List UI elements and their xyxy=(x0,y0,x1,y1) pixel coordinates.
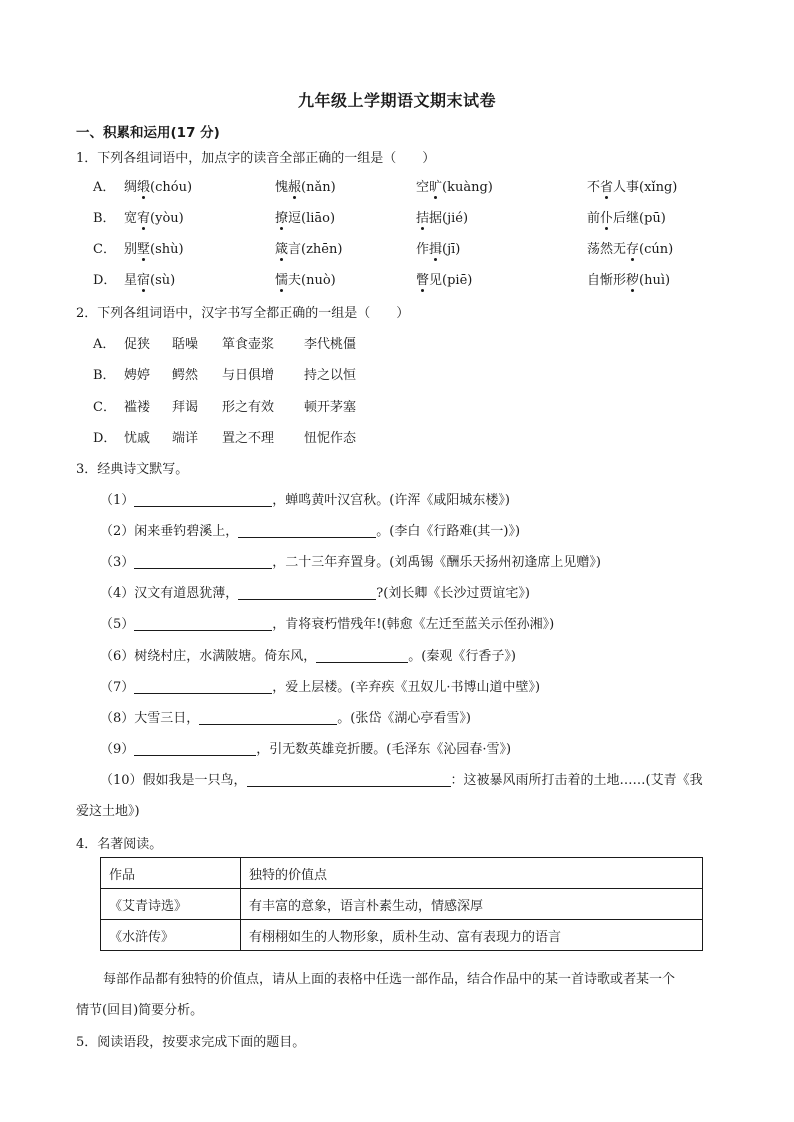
fill-in-line xyxy=(76,800,140,819)
word-prefix: 星 xyxy=(124,273,138,288)
answer-blank[interactable] xyxy=(238,585,376,600)
option-word: 娉婷 xyxy=(124,368,151,383)
line-prefix: （3） xyxy=(100,555,135,570)
option-word: 与日俱增 xyxy=(222,368,275,383)
fill-in-line xyxy=(100,613,554,632)
word-suffix: (chóu) xyxy=(150,180,193,195)
option-word: 李代桃僵 xyxy=(304,337,357,352)
section-heading: 一、积累和运用(17 分) xyxy=(76,125,220,141)
line-prefix: （9） xyxy=(100,742,135,757)
word-prefix: 自惭形 xyxy=(587,273,627,288)
question-5-stem: 5．阅读语段，按要求完成下面的题目。 xyxy=(76,1035,306,1050)
exam-title: 九年级上学期语文期末试卷 xyxy=(297,91,496,110)
question-1-stem: 1．下列各组词语中，加点字的读音全部正确的一组是（ ） xyxy=(76,151,436,166)
line-suffix: ，二十三年弃置身。(刘禹锡《酬乐天扬州初逢席上见赠》) xyxy=(272,555,601,570)
option-word: 鳄然 xyxy=(172,368,199,383)
question-3-stem: 3．经典诗文默写。 xyxy=(76,462,189,477)
word-suffix: 逗(liāo) xyxy=(288,211,336,226)
line-prefix: 爱这土地》) xyxy=(76,804,140,819)
table-cell: 《水浒传》 xyxy=(101,920,241,951)
answer-blank[interactable] xyxy=(199,710,337,725)
option-label: C． xyxy=(93,242,116,257)
option-label: D． xyxy=(93,273,117,288)
option-word xyxy=(587,269,670,288)
fill-in-line xyxy=(100,645,516,664)
option-word: 聒噪 xyxy=(172,337,199,352)
word-suffix: (huì) xyxy=(639,273,671,288)
word-prefix: 别 xyxy=(124,242,138,257)
dotted-character: 拮 xyxy=(416,211,430,226)
word-suffix: 言(zhēn) xyxy=(288,242,343,257)
word-prefix: 空 xyxy=(416,180,430,195)
table-row xyxy=(101,920,703,951)
line-prefix: （1） xyxy=(100,493,135,508)
option-word xyxy=(416,269,472,288)
word-prefix: 不 xyxy=(587,180,601,195)
option-word xyxy=(587,176,677,195)
fill-in-line xyxy=(100,582,530,601)
dotted-character: 赧 xyxy=(288,180,302,195)
option-word xyxy=(275,269,336,288)
line-prefix: （6）树绕村庄，水满陂塘。倚东风， xyxy=(100,649,317,664)
dotted-character: 宿 xyxy=(137,273,151,288)
word-suffix: (shù) xyxy=(150,242,184,257)
line-suffix: 。(秦观《行香子》) xyxy=(408,649,516,664)
option-word xyxy=(416,238,460,257)
word-prefix: 前 xyxy=(587,211,601,226)
question-4-paragraph: 每部作品都有独特的价值点，请从上面的表格中任选一部作品，结合作品中的某一首诗歌或者某一个 xyxy=(103,972,676,987)
option-word: 持之以恒 xyxy=(304,368,357,383)
line-suffix: ?(刘长卿《长沙过贾谊宅》) xyxy=(376,586,530,601)
dotted-character: 撩 xyxy=(275,211,289,226)
option-word xyxy=(587,238,673,257)
word-suffix: 据(jié) xyxy=(429,211,469,226)
option-word xyxy=(275,176,336,195)
fill-in-line xyxy=(100,738,511,757)
word-suffix: (jī) xyxy=(442,242,461,257)
word-suffix: (cún) xyxy=(639,242,674,257)
line-suffix: 。(张岱《湖心亭看雪》) xyxy=(337,711,471,726)
option-label: A． xyxy=(93,180,116,195)
table-cell: 有栩栩如生的人物形象，质朴生动、富有表现力的语言 xyxy=(241,920,703,951)
fill-in-line xyxy=(100,551,601,570)
word-prefix: 荡然无 xyxy=(587,242,627,257)
line-suffix: ，蝉鸣黄叶汉宫秋。(许浑《咸阳城东楼》) xyxy=(272,493,510,508)
option-word: 形之有效 xyxy=(222,400,275,415)
dotted-character: 揖 xyxy=(429,242,443,257)
answer-blank[interactable] xyxy=(247,772,451,787)
word-suffix: (sù) xyxy=(150,273,176,288)
option-word xyxy=(124,269,175,288)
works-table xyxy=(100,857,703,951)
answer-blank[interactable] xyxy=(134,492,272,507)
answer-blank[interactable] xyxy=(134,616,272,631)
fill-in-line xyxy=(100,676,540,695)
dotted-character: 存 xyxy=(626,242,640,257)
line-prefix: （2）闲来垂钓碧溪上， xyxy=(100,524,239,539)
option-word xyxy=(124,176,192,195)
word-prefix: 宽 xyxy=(124,211,138,226)
line-prefix: （5） xyxy=(100,617,135,632)
line-prefix: （8）大雪三日， xyxy=(100,711,200,726)
fill-in-line xyxy=(100,769,703,788)
dotted-character: 省 xyxy=(600,180,614,195)
dotted-character: 懦 xyxy=(275,273,289,288)
answer-blank[interactable] xyxy=(238,523,376,538)
question-2-stem: 2．下列各组词语中，汉字书写全都正确的一组是（ ） xyxy=(76,306,410,321)
line-prefix: （10）假如我是一只鸟， xyxy=(100,773,247,788)
line-suffix: 。(李白《行路难(其一)》) xyxy=(376,524,521,539)
option-word: 忸怩作态 xyxy=(304,431,357,446)
option-label: A． xyxy=(93,337,116,352)
option-word: 端详 xyxy=(172,431,199,446)
word-suffix: (yòu) xyxy=(150,211,184,226)
answer-blank[interactable] xyxy=(316,648,408,663)
word-prefix: 作 xyxy=(416,242,430,257)
dotted-character: 瞥 xyxy=(416,273,430,288)
table-header: 作品 xyxy=(101,858,241,889)
option-word: 忧戚 xyxy=(124,431,151,446)
option-label: B． xyxy=(93,368,116,383)
table-header: 独特的价值点 xyxy=(241,858,703,889)
table-cell: 《艾青诗选》 xyxy=(101,889,241,920)
dotted-character: 缎 xyxy=(137,180,151,195)
option-word: 顿开茅塞 xyxy=(304,400,357,415)
word-prefix: 绸 xyxy=(124,180,138,195)
word-suffix: 人事(xǐng) xyxy=(613,180,678,195)
line-prefix: （7） xyxy=(100,680,135,695)
table-cell: 有丰富的意象，语言朴素生动，情感深厚 xyxy=(241,889,703,920)
option-label: D． xyxy=(93,431,117,446)
dotted-character: 秽 xyxy=(626,273,640,288)
answer-blank[interactable] xyxy=(134,679,272,694)
question-4-paragraph: 情节(回目)简要分析。 xyxy=(76,1003,204,1018)
option-word xyxy=(275,238,342,257)
table-header-row xyxy=(101,858,703,889)
dotted-character: 宥 xyxy=(137,211,151,226)
option-word xyxy=(124,238,184,257)
line-suffix: ：这被暴风雨所打击着的土地……(艾青《我 xyxy=(450,773,703,788)
line-suffix: ，爱上层楼。(辛弃疾《丑奴儿·书博山道中壁》) xyxy=(272,680,541,695)
table-row xyxy=(101,889,703,920)
dotted-character: 箴 xyxy=(275,242,289,257)
option-word xyxy=(416,207,468,226)
line-suffix: ，引无数英雄竞折腰。(毛泽东《沁园春·雪》) xyxy=(256,742,512,757)
line-suffix: ，肯将衰朽惜残年!(韩愈《左迁至蓝关示侄孙湘》) xyxy=(272,617,555,632)
word-suffix: (nǎn) xyxy=(301,180,336,195)
word-suffix: 见(piē) xyxy=(429,273,473,288)
option-label: B． xyxy=(93,211,116,226)
option-word xyxy=(124,207,184,226)
question-4-stem: 4．名著阅读。 xyxy=(76,837,163,852)
word-suffix: (kuàng) xyxy=(442,180,493,195)
option-label: C． xyxy=(93,400,116,415)
fill-in-line xyxy=(100,707,471,726)
dotted-character: 墅 xyxy=(137,242,151,257)
option-word xyxy=(275,207,335,226)
option-word: 褴褛 xyxy=(124,400,151,415)
word-prefix: 愧 xyxy=(275,180,289,195)
option-word: 促狭 xyxy=(124,337,151,352)
option-word: 箪食壶浆 xyxy=(222,337,275,352)
option-word xyxy=(587,207,666,226)
line-prefix: （4）汉文有道恩犹薄， xyxy=(100,586,239,601)
dotted-character: 仆 xyxy=(600,211,614,226)
option-word xyxy=(416,176,493,195)
option-word: 拜谒 xyxy=(172,400,199,415)
answer-blank[interactable] xyxy=(134,741,256,756)
dotted-character: 旷 xyxy=(429,180,443,195)
word-suffix: 后继(pū) xyxy=(613,211,666,226)
fill-in-line xyxy=(100,520,520,539)
answer-blank[interactable] xyxy=(134,554,272,569)
fill-in-line xyxy=(100,489,510,508)
option-word: 置之不理 xyxy=(222,431,275,446)
word-suffix: 夫(nuò) xyxy=(288,273,336,288)
